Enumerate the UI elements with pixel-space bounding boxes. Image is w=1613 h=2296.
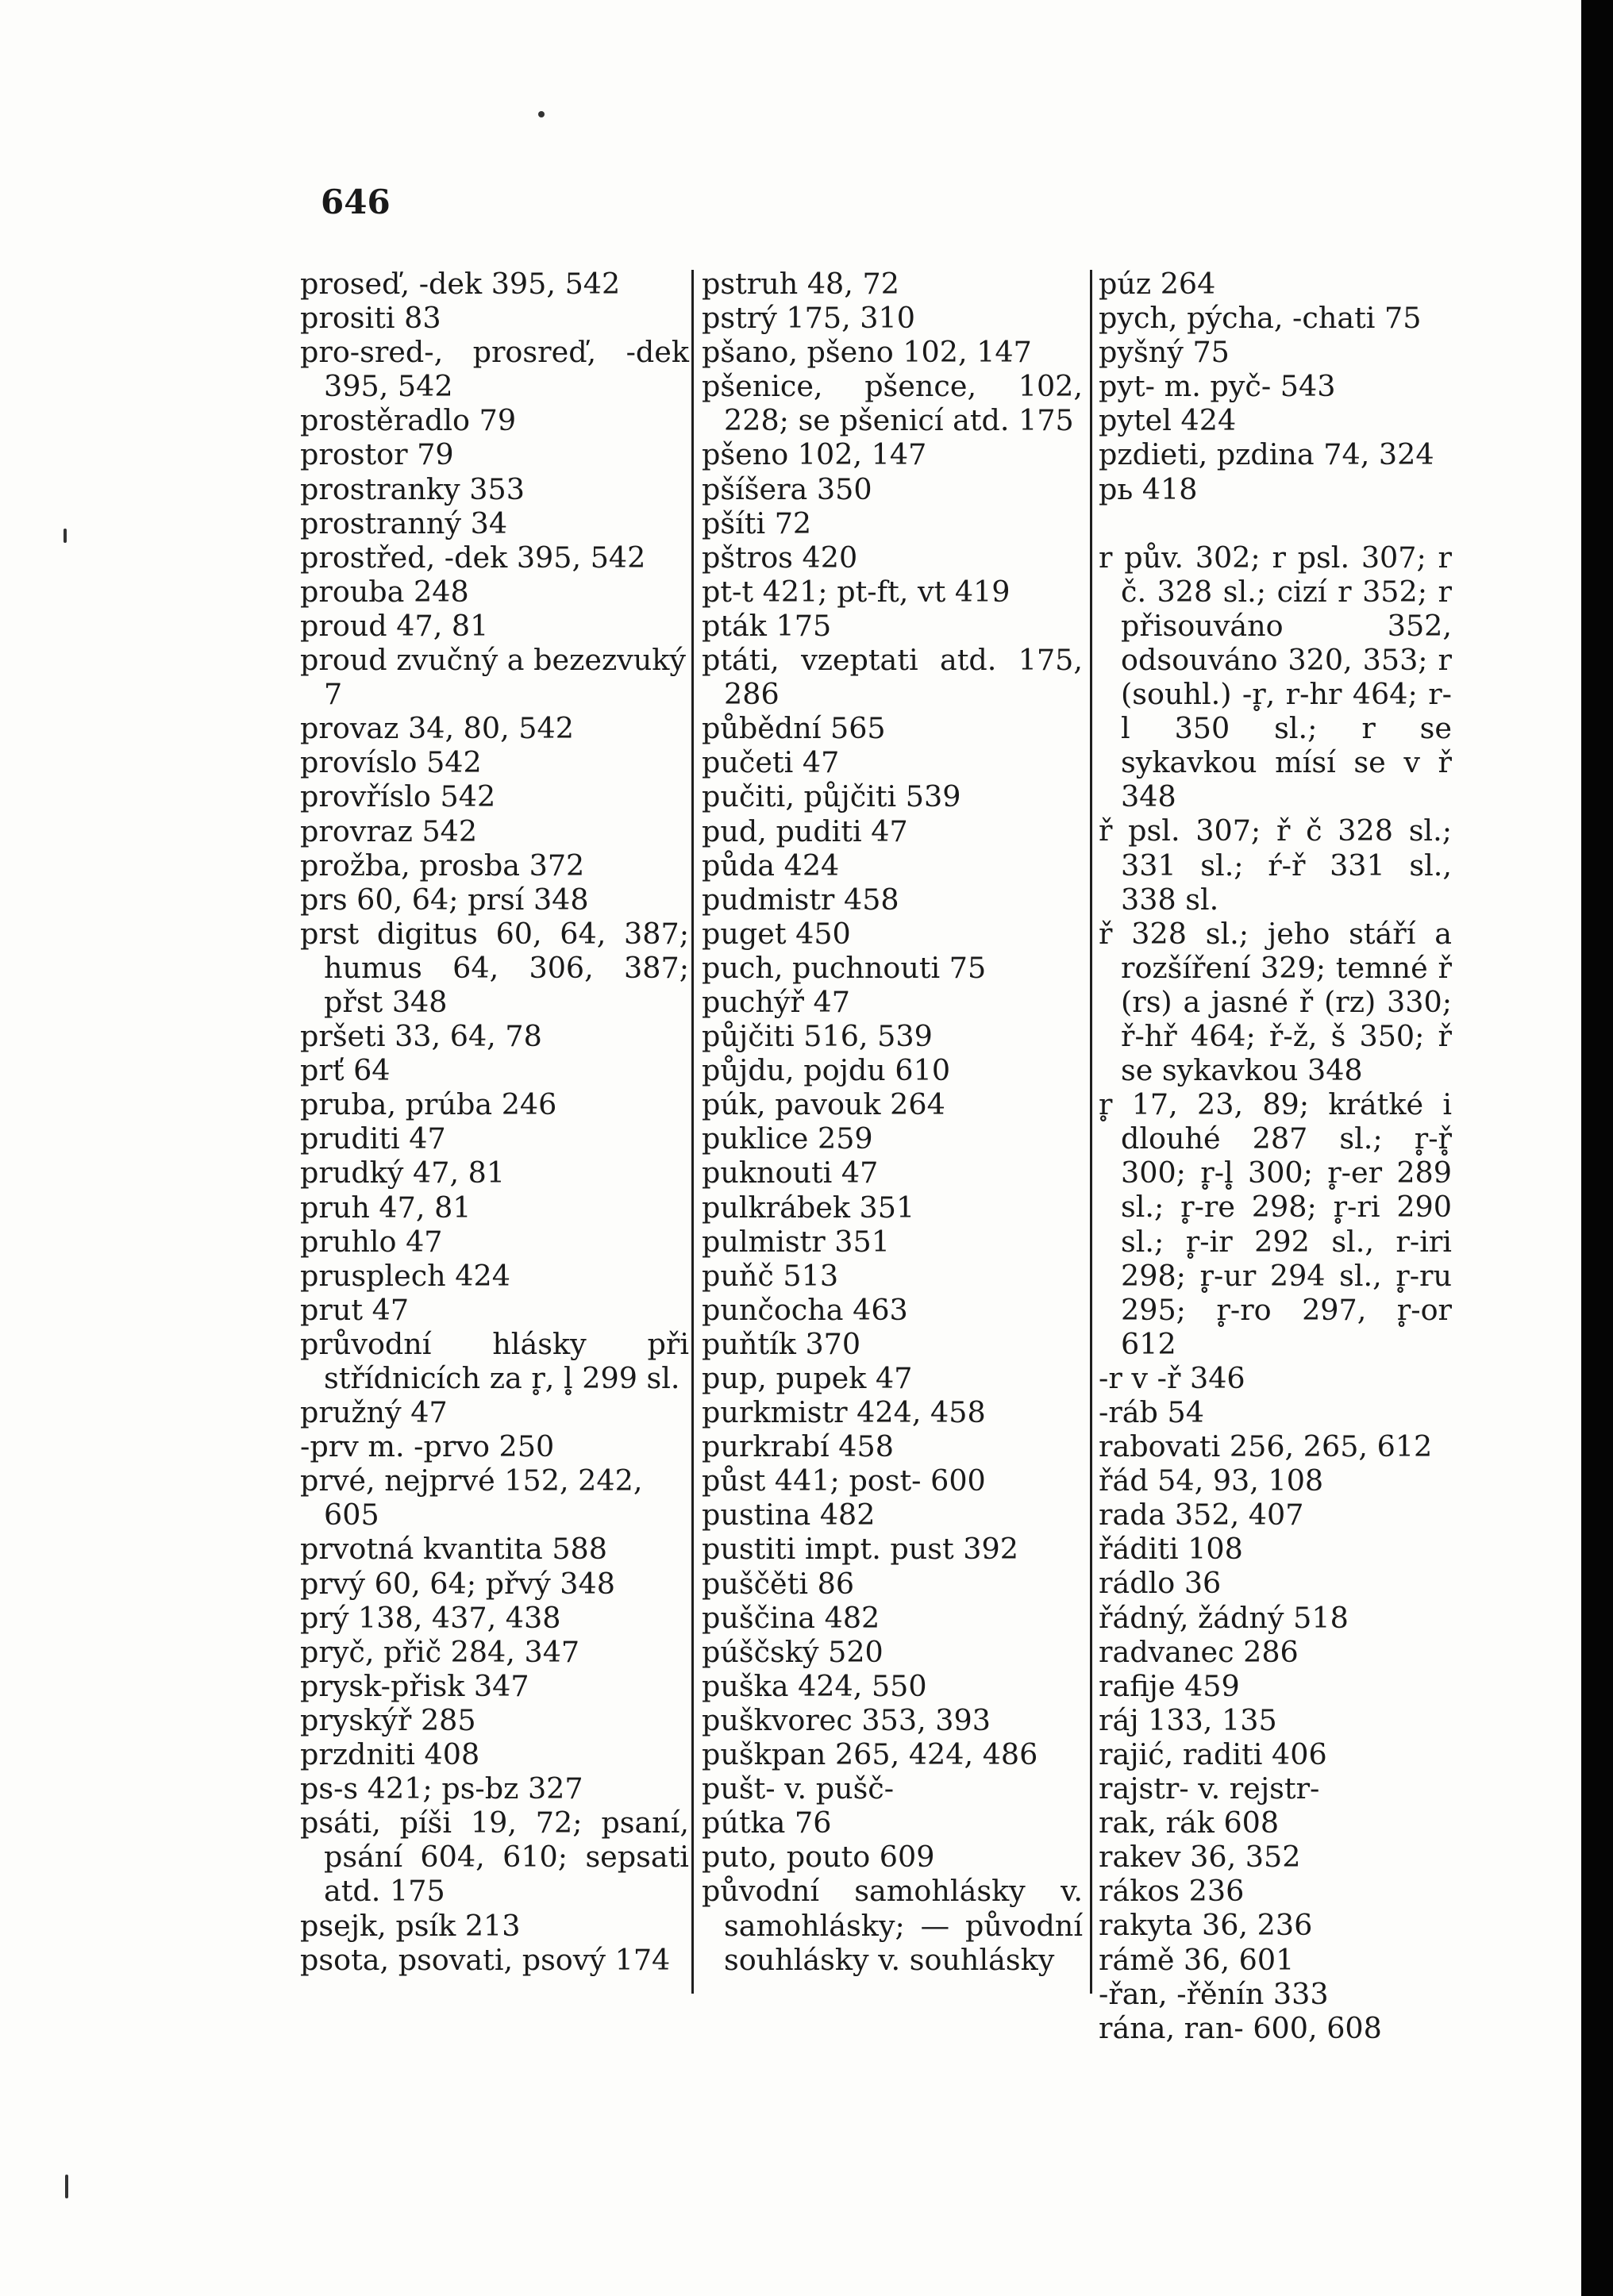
index-entry: pučiti, půjčiti 539 bbox=[702, 779, 961, 814]
index-column-2 bbox=[702, 267, 1083, 1977]
index-entry: půjčiti 516, 539 bbox=[702, 1019, 933, 1054]
index-entry: řádný, žádný 518 bbox=[1099, 1600, 1349, 1635]
index-entry: rána, ran- 600, 608 bbox=[1099, 2010, 1382, 2045]
index-entry: řád 54, 93, 108 bbox=[1099, 1463, 1324, 1498]
index-entry: pro-sred-, prosreď, -dek 395, 542 bbox=[300, 335, 689, 404]
index-entry: psáti, píši 19, 72; psaní, psání 604, 610; sepsati atd. 175 bbox=[300, 1806, 689, 1909]
index-entry: psejk, psík 213 bbox=[300, 1908, 521, 1943]
index-entry: províslo 542 bbox=[300, 745, 482, 780]
index-entry: prostěradlo 79 bbox=[300, 403, 517, 438]
index-entry: prožba, prosba 372 bbox=[300, 848, 585, 883]
index-entry: prouba 248 bbox=[300, 574, 469, 609]
index-entry: pstruh 48, 72 bbox=[702, 267, 899, 301]
index-entry: prysk-přisk 347 bbox=[300, 1668, 529, 1703]
index-entry: pstrý 175, 310 bbox=[702, 301, 915, 336]
index-entry: rakev 36, 352 bbox=[1099, 1840, 1301, 1875]
index-entry: przdniti 408 bbox=[300, 1737, 480, 1772]
index-entry: pyt- m. pyč- 543 bbox=[1099, 369, 1336, 404]
index-entry: pruh 47, 81 bbox=[300, 1190, 472, 1225]
index-entry: puknouti 47 bbox=[702, 1156, 879, 1190]
index-entry: prť 64 bbox=[300, 1053, 391, 1088]
index-entry: puklice 259 bbox=[702, 1121, 873, 1156]
index-entry: -řan, -řěnín 333 bbox=[1099, 1976, 1329, 2011]
index-entry: rada 352, 407 bbox=[1099, 1498, 1304, 1533]
index-entry: ps-s 421; ps-bz 327 bbox=[300, 1771, 583, 1806]
index-entry: pryskýř 285 bbox=[300, 1702, 476, 1737]
index-entry: pruba, prúba 246 bbox=[300, 1087, 557, 1122]
index-entry: rajić, raditi 406 bbox=[1099, 1736, 1327, 1771]
index-entry: pt-t 421; pt-ft, vt 419 bbox=[702, 574, 1011, 609]
index-entry: provaz 34, 80, 542 bbox=[300, 711, 574, 746]
index-entry: pršeti 33, 64, 78 bbox=[300, 1019, 542, 1054]
index-entry: rakyta 36, 236 bbox=[1099, 1908, 1313, 1943]
index-entry: pup, pupek 47 bbox=[702, 1361, 913, 1395]
index-entry: rafije 459 bbox=[1099, 1668, 1240, 1703]
index-entry: -r v -ř 346 bbox=[1099, 1360, 1245, 1395]
index-entry: pytel 424 bbox=[1099, 403, 1237, 438]
index-column-3 bbox=[1099, 267, 1452, 2045]
index-entry: ř psl. 307; ř č 328 sl.; 331 sl.; ŕ-ř 331 sl., 338 sl. bbox=[1099, 813, 1452, 917]
index-entry: puška 424, 550 bbox=[702, 1668, 927, 1703]
index-entry: proud zvučný a bezezvuký 7 bbox=[300, 643, 687, 712]
index-entry: prut 47 bbox=[300, 1292, 410, 1327]
index-entry: puškpan 265, 424, 486 bbox=[702, 1737, 1038, 1772]
index-entry: prositi 83 bbox=[300, 301, 441, 336]
index-entry: pulkrábek 351 bbox=[702, 1190, 915, 1225]
index-entry: prs 60, 64; prsí 348 bbox=[300, 882, 589, 917]
index-entry: púščský 520 bbox=[702, 1634, 883, 1669]
index-entry: puňč 513 bbox=[702, 1258, 839, 1293]
index-entry: punčocha 463 bbox=[702, 1292, 908, 1327]
index-entry: pustina 482 bbox=[702, 1498, 876, 1533]
index-entry: rákos 236 bbox=[1099, 1874, 1245, 1909]
index-entry: pruhlo 47 bbox=[300, 1224, 443, 1259]
index-entry: půda 424 bbox=[702, 848, 840, 883]
index-entry: prvé, nejprvé 152, 242, 605 bbox=[300, 1463, 643, 1533]
index-entry: puch, puchnouti 75 bbox=[702, 950, 987, 985]
index-entry: puščěti 86 bbox=[702, 1566, 855, 1601]
index-entry: pšano, pšeno 102, 147 bbox=[702, 335, 1032, 370]
index-entry: pud, puditi 47 bbox=[702, 813, 908, 848]
index-entry: prostor 79 bbox=[300, 437, 454, 472]
index-entry: puchýř 47 bbox=[702, 984, 850, 1019]
index-entry: řáditi 108 bbox=[1099, 1532, 1243, 1567]
index-entry: pták 175 bbox=[702, 608, 832, 643]
index-entry: původní samohlásky v. samohlásky; — původní souhlásky v. souhlásky bbox=[702, 1874, 1083, 1977]
index-entry: prostřed, -dek 395, 542 bbox=[300, 540, 646, 575]
index-entry: r pův. 302; r psl. 307; r č. 328 sl.; cizí r 352; r přisouváno 352, odsouváno 320, 353; r (souhl.) -r̥, r-hr 464; r-l 350 sl.; r se sykavkou mísí se v ř 348 bbox=[1099, 540, 1452, 814]
index-entry: prvý 60, 64; přvý 348 bbox=[300, 1566, 615, 1601]
index-entry: purkmistr 424, 458 bbox=[702, 1395, 986, 1430]
index-entry: puto, pouto 609 bbox=[702, 1840, 935, 1875]
index-entry: půbědní 565 bbox=[702, 711, 886, 746]
index-entry: pych, pýcha, -chati 75 bbox=[1099, 301, 1422, 336]
index-entry: púk, pavouk 264 bbox=[702, 1087, 945, 1122]
ink-speck bbox=[538, 111, 545, 117]
index-entry: pustiti impt. pust 392 bbox=[702, 1532, 1018, 1567]
column-divider-1 bbox=[691, 270, 694, 1994]
index-entry: -ráb 54 bbox=[1099, 1395, 1204, 1429]
index-entry: pružný 47 bbox=[300, 1395, 448, 1430]
index-entry: prostranný 34 bbox=[300, 506, 508, 540]
index-entry: provříslo 542 bbox=[300, 779, 496, 814]
index-entry: prusplech 424 bbox=[300, 1258, 510, 1293]
index-entry: půjdu, pojdu 610 bbox=[702, 1053, 951, 1088]
index-entry: pšenice, pšence, 102, 228; se pšenicí atd. 175 bbox=[702, 369, 1083, 438]
index-entry: rak, rák 608 bbox=[1099, 1806, 1280, 1840]
index-entry: prý 138, 437, 438 bbox=[300, 1600, 561, 1635]
index-entry: radvanec 286 bbox=[1099, 1634, 1299, 1669]
index-entry: pryč, přič 284, 347 bbox=[300, 1634, 580, 1669]
index-entry: pudmistr 458 bbox=[702, 882, 899, 917]
index-entry: rámě 36, 601 bbox=[1099, 1942, 1295, 1977]
index-entry: purkrabí 458 bbox=[702, 1429, 894, 1464]
index-entry: puget 450 bbox=[702, 916, 851, 951]
index-entry: prvotná kvantita 588 bbox=[300, 1532, 607, 1567]
index-entry: průvodní hlásky při střídnicích za r̥, l̥ 299 sl. bbox=[300, 1326, 689, 1395]
ink-speck bbox=[65, 2175, 68, 2198]
index-entry: ptáti, vzeptati atd. 175, 286 bbox=[702, 643, 1083, 712]
index-entry: rabovati 256, 265, 612 bbox=[1099, 1429, 1433, 1464]
index-entry: pšíti 72 bbox=[702, 506, 812, 540]
index-entry: puškvorec 353, 393 bbox=[702, 1702, 991, 1737]
index-entry: pruditi 47 bbox=[300, 1121, 446, 1156]
ink-speck bbox=[64, 529, 67, 543]
index-entry: prudký 47, 81 bbox=[300, 1156, 506, 1190]
index-entry: pzdieti, pzdina 74, 324 bbox=[1099, 437, 1434, 472]
index-entry: pyšný 75 bbox=[1099, 335, 1230, 370]
index-entry: proseď, -dek 395, 542 bbox=[300, 267, 621, 301]
index-entry: pšíšera 350 bbox=[702, 471, 872, 506]
index-entry: puščina 482 bbox=[702, 1600, 880, 1635]
index-entry: prst digitus 60, 64, 387; humus 64, 306, 387; přst 348 bbox=[300, 916, 689, 1019]
column-divider-2 bbox=[1090, 270, 1092, 1994]
index-entry: -prv m. -prvo 250 bbox=[300, 1429, 555, 1464]
index-entry: pučeti 47 bbox=[702, 745, 840, 780]
index-entry: prostranky 353 bbox=[300, 471, 525, 506]
page-number: 646 bbox=[321, 183, 391, 221]
index-entry: pь 418 bbox=[1099, 471, 1198, 506]
index-entry: puňtík 370 bbox=[702, 1326, 861, 1361]
index-entry: r̥ 17, 23, 89; krátké i dlouhé 287 sl.; r̥-ř̥ 300; r̥-l̥ 300; r̥-er 289 sl.; r̥-re 298; r̥-ri 290 sl.; r̥-ir 292 sl., r-iri 298; r̥-ur 294 sl., r̥-ru 295; r̥-ro 297, r̥-or 612 bbox=[1099, 1087, 1452, 1361]
index-entry: pštros 420 bbox=[702, 540, 858, 575]
index-entry: rádlo 36 bbox=[1099, 1566, 1222, 1601]
index-entry: rajstr- v. rejstr- bbox=[1099, 1771, 1320, 1806]
index-entry: ř 328 sl.; jeho stáří a rozšíření 329; temné ř (rs) a jasné ř (rz) 330; ř-hř 464; ř-ž, š 350; ř se sykavkou 348 bbox=[1099, 916, 1452, 1088]
index-entry: provraz 542 bbox=[300, 813, 478, 848]
index-entry: půst 441; post- 600 bbox=[702, 1463, 986, 1498]
index-entry: pulmistr 351 bbox=[702, 1224, 890, 1259]
index-entry: proud 47, 81 bbox=[300, 608, 489, 643]
scan-border bbox=[1581, 0, 1613, 2296]
index-entry: púz 264 bbox=[1099, 267, 1216, 301]
index-entry: ráj 133, 135 bbox=[1099, 1702, 1277, 1737]
index-entry: pušt- v. pušč- bbox=[702, 1771, 895, 1806]
index-entry: psota, psovati, psový 174 bbox=[300, 1942, 671, 1977]
index-entry: pšeno 102, 147 bbox=[702, 437, 927, 472]
index-column-1 bbox=[300, 267, 689, 1977]
index-entry: pútka 76 bbox=[702, 1806, 832, 1840]
